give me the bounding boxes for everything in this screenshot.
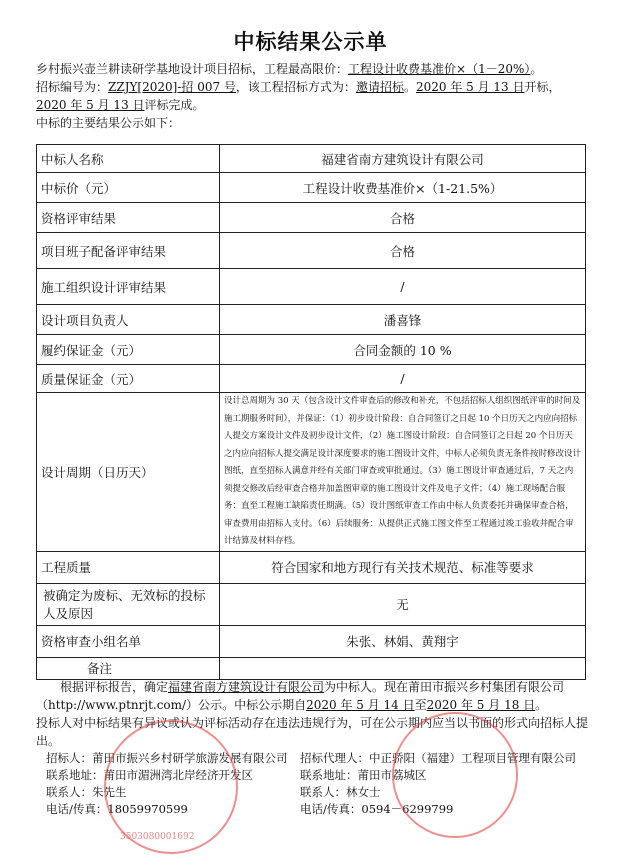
table-row xyxy=(37,305,586,335)
row-label: 履约保证金（元） xyxy=(37,335,220,365)
row-value: / xyxy=(220,365,586,393)
row-label: 设计周期（日历天） xyxy=(37,393,220,552)
intro-text: 评标完成。 xyxy=(144,98,205,112)
publicity-end: 2020 年 5 月 18 日 xyxy=(426,698,536,712)
intro-text: 招标编号为： xyxy=(36,80,109,94)
intro-text: 乡村振兴壶兰耕读研学基地设计项目招标，工程最高限价： xyxy=(36,62,349,76)
tenderer-address: 联系地址：莆田市湄洲湾北岸经济开发区 xyxy=(46,768,253,782)
opening-date: 2020 年 5 月 13 日 xyxy=(415,80,525,94)
tenderer-seal-number: 3503080001692 xyxy=(120,832,195,842)
price-limit: 工程设计收费基准价×（1－20%） xyxy=(348,62,531,76)
row-value: 无 xyxy=(220,583,586,625)
row-value: 朱张、林娟、黄翔宇 xyxy=(220,625,586,657)
row-label: 项目班子配备评审结果 xyxy=(37,233,220,269)
row-value: 合同金额的 10 % xyxy=(220,335,586,365)
footer-text: 。 xyxy=(535,698,548,712)
agent-seal-icon xyxy=(392,712,518,838)
row-label: 被确定为废标、无效标的投标人及原因 xyxy=(37,583,220,625)
row-label: 中标价（元） xyxy=(37,173,220,203)
intro-line-4: 中标的主要结果公示如下： xyxy=(36,116,181,130)
row-value: 符合国家和地方现行有关技术规范、标准等要求 xyxy=(220,551,586,583)
row-value: 设计总周期为 30 天（包含设计文件审查后的修改和补充，不包括招标人组织图纸评审的时间及施工期服务时间），并保证：（1）初步设计阶段：自合同签订之日起 10 个日历天之内应向招标人提交方案设计文件及初步设计文件，（2）施工图设计阶段：自合同签订之日起 20 个日历天之内应向招标人提交满足设计深度要求的施工图设计文件，中标人必须负责无条件按时修改设计图纸，直至招标人满意并经有关部门审查或审批通过。（3）施工图设计审查通过后，7 天之内须提交修改后经审查合格并加盖图审章的施工图设计文件及电子文件；（4）施工现场配合服务：直至工程施工缺陷责任期满。（5）设计图纸审查工作由中标人负责委托并确保审查合格，审查费用由招标人支付。（6）后续服务：从提供正式施工图文件至工程通过竣工验收并配合审计结算及材料存档。 xyxy=(220,393,586,552)
table-row xyxy=(37,583,586,625)
table-row xyxy=(37,203,586,233)
row-label: 资格审查小组名单 xyxy=(37,625,220,657)
row-value xyxy=(220,657,586,679)
row-value: / xyxy=(220,269,586,305)
intro-line-1 xyxy=(36,60,606,78)
row-label: 资格评审结果 xyxy=(37,203,220,233)
row-value: 合格 xyxy=(220,203,586,233)
table-row xyxy=(37,269,586,305)
tenderer-name: 招标人：莆田市振兴乡村研学旅游发展有限公司 xyxy=(46,751,288,765)
row-value: 工程设计收费基准价×（1-21.5%） xyxy=(220,173,586,203)
announcement-paragraph xyxy=(36,678,606,714)
table-row xyxy=(37,657,586,679)
agent-phone: 电话/传真：0594－6299799 xyxy=(300,802,454,816)
footer-text: 为中标人。现在莆田市振兴乡村集团有限公司（http://www.ptnrjt.com/）公示。中标公示期自 xyxy=(36,680,565,712)
table-row xyxy=(37,233,586,269)
row-label: 施工组织设计评审结果 xyxy=(37,269,220,305)
table-row xyxy=(37,625,586,657)
publicity-start: 2020 年 5 月 14 日 xyxy=(306,698,415,712)
intro-text: 。 xyxy=(530,62,543,76)
row-label: 工程质量 xyxy=(37,551,220,583)
row-label: 中标人名称 xyxy=(37,145,220,173)
row-label: 备注 xyxy=(37,657,220,679)
intro-text: ，该工程招标方式为： xyxy=(235,80,356,94)
table-row xyxy=(37,173,586,203)
tender-code: ZZJY[2020]-招 007 号 xyxy=(108,80,236,94)
winner-name: 福建省南方建筑设计有限公司 xyxy=(168,680,325,694)
table-row xyxy=(37,365,586,393)
page-title: 中标结果公示单 xyxy=(233,30,388,54)
agent-name: 招标代理人：中正骄阳（福建）工程项目管理有限公司 xyxy=(300,751,576,765)
row-label: 质量保证金（元） xyxy=(37,365,220,393)
tenderer-phone: 电话/传真：18059970599 xyxy=(46,802,188,816)
evaluation-date: 2020 年 5 月 13 日 xyxy=(36,98,145,112)
tenderer-contact: 联系人：朱先生 xyxy=(46,785,127,799)
row-label: 设计项目负责人 xyxy=(37,305,220,335)
row-value: 合格 xyxy=(220,233,586,269)
row-value: 潘喜锋 xyxy=(220,305,586,335)
result-table xyxy=(36,144,586,680)
table-row xyxy=(37,551,586,583)
intro-text: 。 xyxy=(403,80,416,94)
footer-text: 至 xyxy=(414,698,427,712)
intro-line-3 xyxy=(36,96,606,114)
intro-section xyxy=(36,60,606,132)
intro-text: 开标， xyxy=(524,80,561,94)
agent-address: 联系地址：莆田市荔城区 xyxy=(300,768,427,782)
footer-text: 根据评标报告，确定 xyxy=(60,680,169,694)
table-row xyxy=(37,393,586,552)
table-row xyxy=(37,145,586,173)
agent-contact: 联系人：林女士 xyxy=(300,785,381,799)
announcement-text xyxy=(36,678,606,750)
objection-paragraph: 投标人对中标结果有异议或认为评标活动存在违法违规行为，可在公示期内应当以书面的形式向招标人提出。 xyxy=(36,716,589,748)
row-value: 福建省南方建筑设计有限公司 xyxy=(220,145,586,173)
table-row xyxy=(37,335,586,365)
intro-line-2 xyxy=(36,78,606,96)
tender-method: 邀请招标 xyxy=(355,80,404,94)
